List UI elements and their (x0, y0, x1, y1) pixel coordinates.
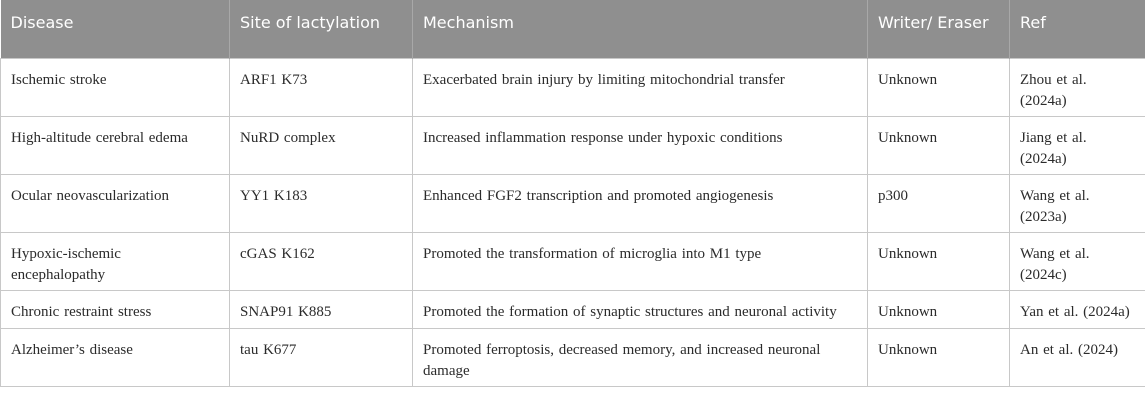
cell-disease: High-altitude cerebral edema (1, 116, 230, 174)
header-site: Site of lactylation (230, 0, 413, 58)
header-disease: Disease (1, 0, 230, 58)
table-row (1, 232, 1145, 290)
cell-mechanism: Exacerbated brain injury by limiting mitochondrial transfer (413, 58, 868, 116)
table-row (1, 290, 1145, 328)
cell-mechanism: Promoted the formation of synaptic structures and neuronal activity (413, 290, 868, 328)
cell-site: ARF1 K73 (230, 58, 413, 116)
cell-mechanism: Promoted ferroptosis, decreased memory, and increased neuronal damage (413, 328, 868, 386)
header-ref: Ref (1010, 0, 1145, 58)
cell-site: NuRD complex (230, 116, 413, 174)
cell-mechanism: Increased inflammation response under hypoxic conditions (413, 116, 868, 174)
table-row (1, 58, 1145, 116)
cell-site: SNAP91 K885 (230, 290, 413, 328)
cell-ref: Jiang et al. (2024a) (1010, 116, 1145, 174)
header-writer-eraser: Writer/ Eraser (868, 0, 1010, 58)
cell-writer-eraser: Unknown (868, 116, 1010, 174)
cell-disease: Chronic restraint stress (1, 290, 230, 328)
cell-ref: Yan et al. (2024a) (1010, 290, 1145, 328)
cell-disease: Ocular neovascularization (1, 174, 230, 232)
cell-disease: Hypoxic-ischemic encephalopathy (1, 232, 230, 290)
cell-site: tau K677 (230, 328, 413, 386)
cell-ref: Wang et al. (2023a) (1010, 174, 1145, 232)
table-row (1, 328, 1145, 386)
header-row (1, 0, 1145, 58)
cell-site: cGAS K162 (230, 232, 413, 290)
cell-site: YY1 K183 (230, 174, 413, 232)
cell-ref: Wang et al. (2024c) (1010, 232, 1145, 290)
cell-writer-eraser: Unknown (868, 290, 1010, 328)
cell-disease: Ischemic stroke (1, 58, 230, 116)
cell-ref: Zhou et al. (2024a) (1010, 58, 1145, 116)
cell-writer-eraser: p300 (868, 174, 1010, 232)
cell-disease: Alzheimer’s disease (1, 328, 230, 386)
table-row (1, 116, 1145, 174)
cell-mechanism: Promoted the transformation of microglia into M1 type (413, 232, 868, 290)
cell-ref: An et al. (2024) (1010, 328, 1145, 386)
header-mechanism: Mechanism (413, 0, 868, 58)
cell-writer-eraser: Unknown (868, 58, 1010, 116)
cell-mechanism: Enhanced FGF2 transcription and promoted angiogenesis (413, 174, 868, 232)
cell-writer-eraser: Unknown (868, 232, 1010, 290)
cell-writer-eraser: Unknown (868, 328, 1010, 386)
table-row (1, 174, 1145, 232)
